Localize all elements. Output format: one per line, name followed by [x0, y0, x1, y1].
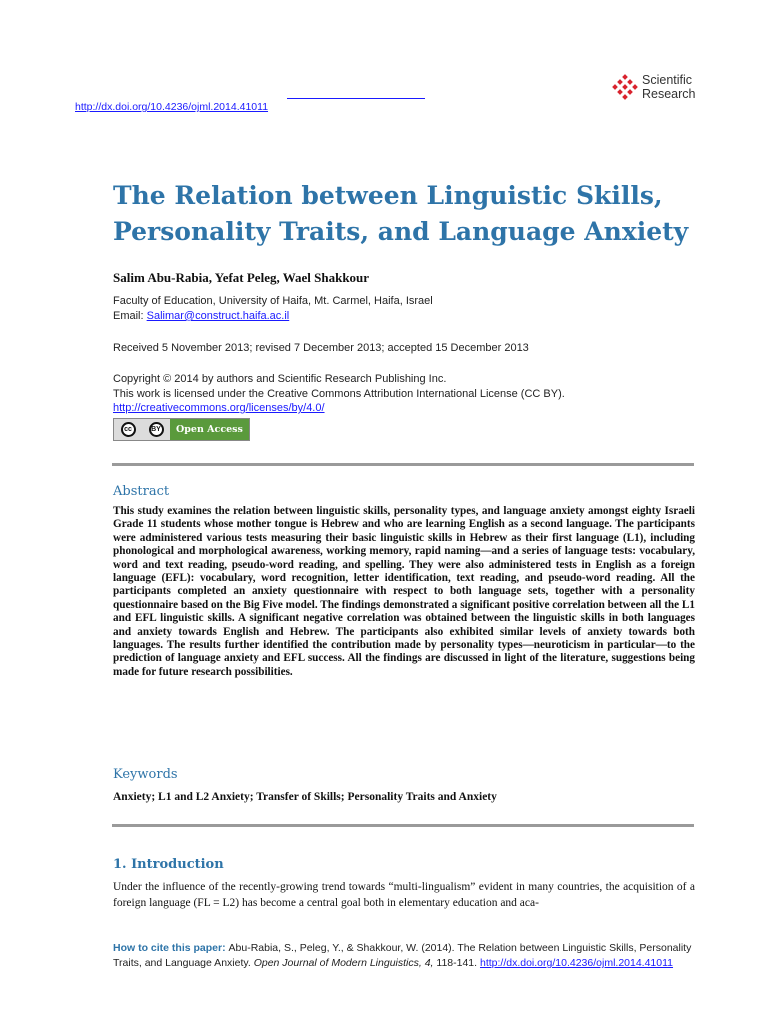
cc-by-icon	[114, 419, 170, 440]
email-link[interactable]: Salimar@construct.haifa.ac.il	[146, 310, 290, 322]
keywords-text: Anxiety; L1 and L2 Anxiety; Transfer of Skills; Personality Traits and Anxiety	[113, 791, 497, 803]
citation-journal: Open Journal of Modern Linguistics, 4,	[253, 957, 434, 969]
authors: Salim Abu-Rabia, Yefat Peleg, Wael Shakkour	[113, 270, 370, 285]
keywords-heading: Keywords	[113, 767, 178, 782]
section-divider	[112, 463, 694, 466]
open-access-label: Open Access	[170, 419, 249, 440]
copyright-block	[113, 372, 565, 402]
citation-text: Abu-Rabia, S., Peleg, Y., & Shakkour, W. (2014). The Relation between Linguistic Skills, Personality Traits, and Language Anxiety.	[113, 942, 692, 969]
citation-pages: 118-141.	[433, 957, 480, 969]
license-text: This work is licensed under the Creative Commons Attribution International License (CC BY).	[113, 388, 565, 400]
copyright: Copyright © 2014 by authors and Scientific Research Publishing Inc.	[113, 373, 447, 385]
doi-link[interactable]: http://dx.doi.org/10.4236/ojml.2014.41011	[75, 101, 269, 113]
email-label: Email:	[113, 310, 147, 322]
license-link[interactable]: http://creativecommons.org/licenses/by/4.0/	[113, 402, 325, 414]
email-row	[113, 310, 289, 322]
logo-line-1: Scientific	[642, 73, 693, 87]
citation	[113, 941, 703, 971]
introduction-text: Under the influence of the recently-growing trend towards “multi-lingualism” evident in many countries, the acquisition of a foreign language (FL = L2) has become a central goal both in elementary education and aca-	[113, 881, 695, 909]
citation-label: How to cite this paper:	[113, 942, 229, 954]
introduction-heading: 1. Introduction	[113, 857, 224, 872]
header-rule	[287, 98, 425, 99]
abstract-text: This study examines the relation between linguistic skills, personality types, and language anxiety amongst eighty Israeli Grade 11 students whose mother tongue is Hebrew and who are learning English as a second language. The participants were administered various tests measuring their basic linguistic skills in Hebrew as their first language (L1), including phonological and morphological awareness, working memory, rapid naming—and a series of language tests: vocabulary, word and text reading, pseudo-word reading, and spelling. They were also administered tests in English as a foreign language (EFL): vocabulary, word recognition, letter identification, text reading, and pseudo-word reading. All the participants completed an anxiety questionnaire with respect to both language sets, together with a personality questionnaire based on the Big Five model. The findings demonstrated a significant positive correlation between all the L1 and EFL linguistic skills. A significant negative correlation was obtained between the linguistic skills in both languages and anxiety towards English and Hebrew. The participants also exhibited similar levels of anxiety towards both languages. The results further identified the contribution made by personality types—neuroticism in particular—to the prediction of language anxiety and EFL success. All the findings are discussed in light of the literature, suggestions being made for future research possibilities.	[113, 505, 695, 678]
received-dates: Received 5 November 2013; revised 7 December 2013; accepted 15 December 2013	[113, 342, 529, 354]
publisher-logo	[612, 73, 696, 101]
cc-by-open-access-badge[interactable]	[113, 418, 250, 441]
abstract-heading: Abstract	[113, 484, 170, 499]
paper-title: The Relation between Linguistic Skills, Personality Traits, and Language Anxiety	[113, 181, 689, 246]
logo-line-2: Research	[642, 87, 696, 101]
by-icon: BY	[149, 422, 164, 437]
section-divider	[112, 824, 694, 827]
cc-icon: cc	[121, 422, 136, 437]
affiliation: Faculty of Education, University of Haifa, Mt. Carmel, Haifa, Israel	[113, 295, 433, 307]
citation-doi-link[interactable]: http://dx.doi.org/10.4236/ojml.2014.41011	[479, 957, 674, 969]
publisher-logo-icon	[612, 74, 638, 100]
